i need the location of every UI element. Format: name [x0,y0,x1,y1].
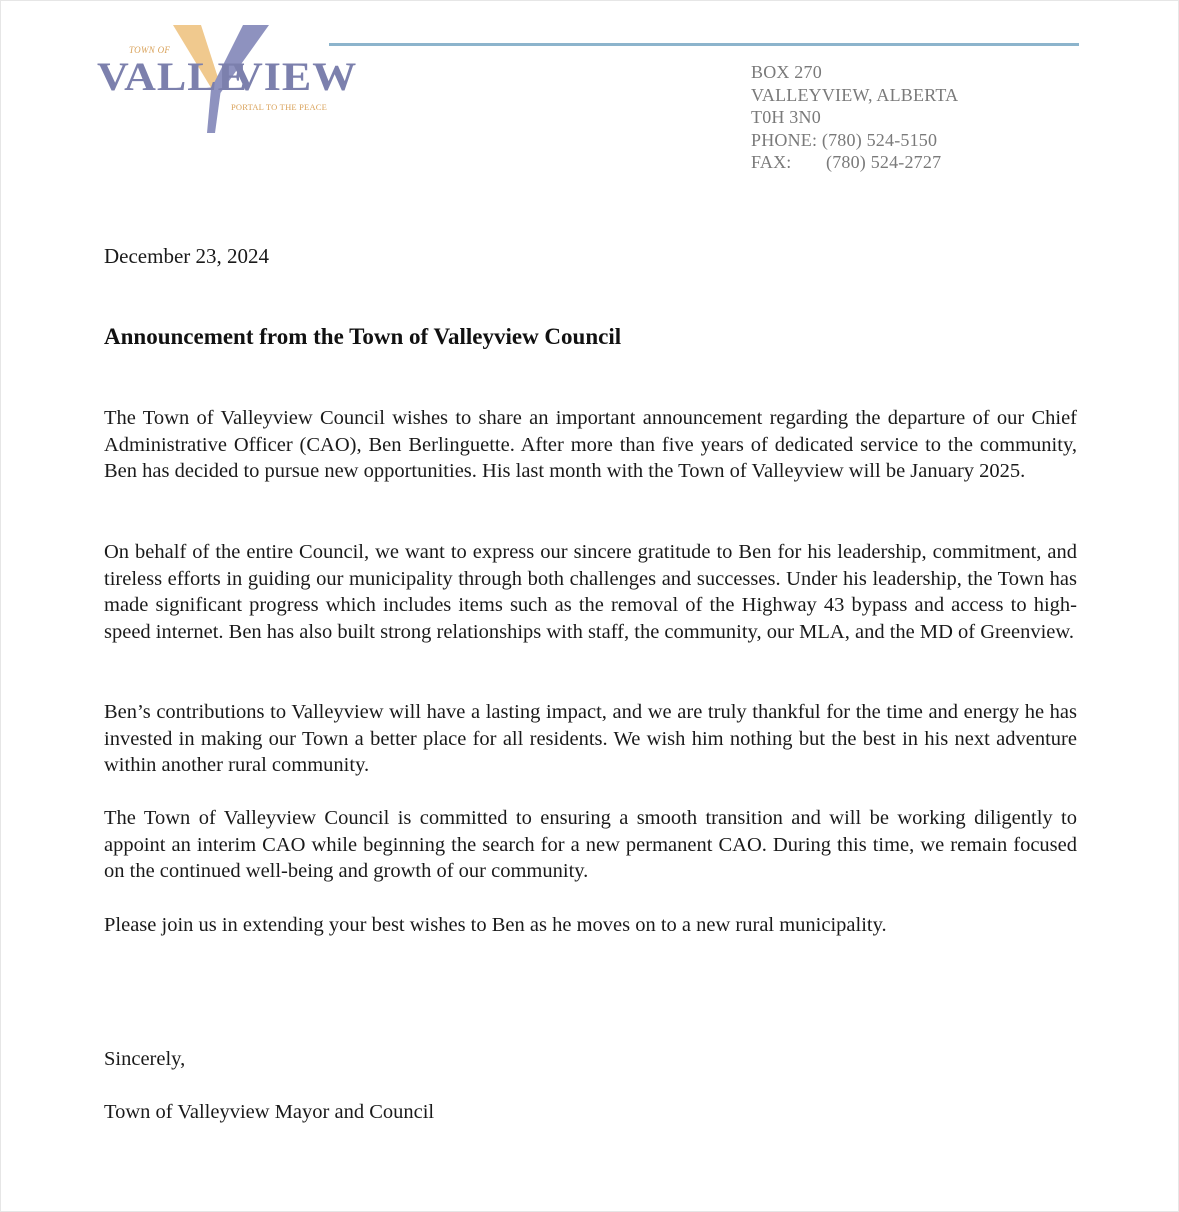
town-logo [93,19,358,137]
paragraph-5: Please join us in extending your best wishes to Ben as he moves on to a new rural municipality. [104,914,887,936]
paragraph-3: Ben’s contributions to Valleyview will have a lasting impact, and we are truly thankful for the time and energy he has invested in making our Town a better place for all residents. We wish him nothing but the best in his next adventure within another rural community. [104,701,1077,777]
fax-number: (780) 524-2727 [826,152,942,172]
paragraph-1: The Town of Valleyview Council wishes to share an important announcement regarding the departure of our Chief Administrative Officer (CAO), Ben Berlinguette. After more than five years of dedicated service to the community, Ben has decided to pursue new opportunities. His last month with the Town of Valleyview will be January 2025. [104,407,1077,483]
address-postal: T0H 3N0 [751,107,821,127]
letter-closing: Sincerely, [104,1048,186,1070]
address-fax [751,151,958,174]
address-box: BOX 270 [751,62,822,82]
letter-date: December 23, 2024 [104,244,270,268]
header-rule [329,43,1079,46]
letter-title: Announcement from the Town of Valleyview Council [104,324,622,349]
address-phone: PHONE: (780) 524-5150 [751,129,938,150]
paragraph-4: The Town of Valleyview Council is committed to ensuring a smooth transition and will be working diligently to appoint an interim CAO while beginning the search for a new permanent CAO. During this time, we remain focused on the continued well-being and growth of our community. [104,807,1077,883]
letter-signature: Town of Valleyview Mayor and Council [104,1101,435,1123]
address-block [751,61,958,174]
fax-label: FAX: [751,152,792,172]
paragraph-2: On behalf of the entire Council, we want to express our sincere gratitude to Ben for his leadership, commitment, and tireless efforts in guiding our municipality through both challenges and successes. Under his leadership, the Town has made significant progress which includes items such as the removal of the Highway 43 bypass and access to high-speed internet. Ben has also built strong relationships with staff, the community, our MLA, and the MD of Greenview. [104,541,1077,643]
logo-tagline: PORTAL TO THE PEACE [231,102,328,112]
logo-name-left: VALLE [97,54,248,100]
address-city: VALLEYVIEW, ALBERTA [751,84,959,105]
logo-name-right: VIEW [231,54,358,100]
logo-town-of-text: TOWN OF [129,45,171,55]
